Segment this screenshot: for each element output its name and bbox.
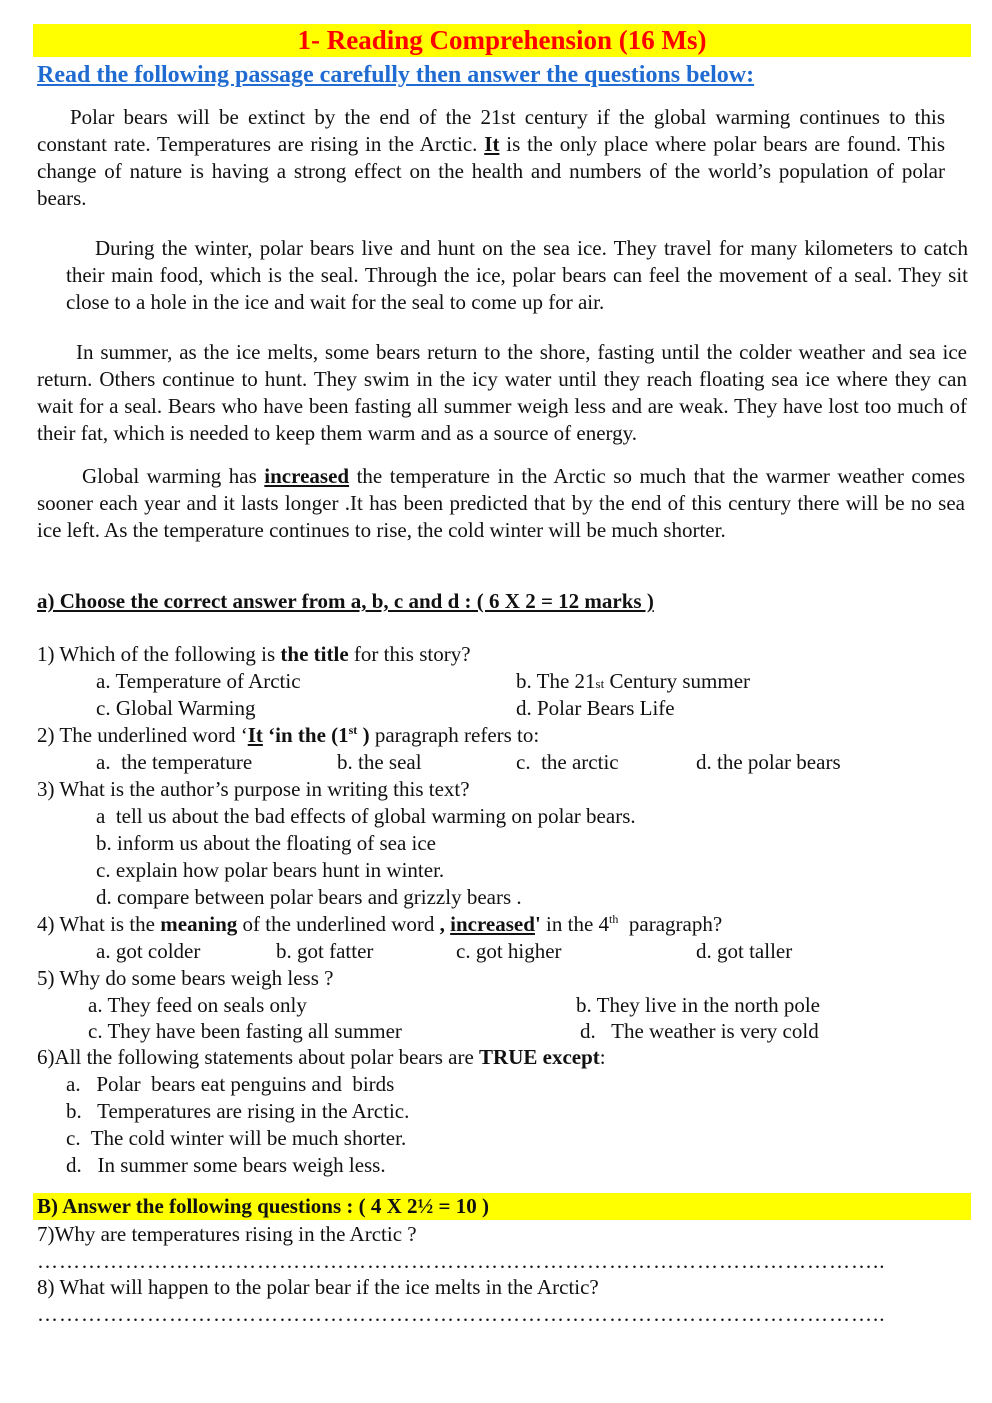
q1-option-a[interactable]: a. Temperature of Arctic [96, 669, 301, 693]
q3-option-a[interactable]: a tell us about the bad effects of global warming on polar bears. [96, 804, 636, 828]
q3-option-d[interactable]: d. compare between polar bears and grizzly bears . [96, 885, 522, 909]
q6-option-a[interactable]: a. Polar bears eat penguins and birds [66, 1072, 395, 1096]
q1-option-c[interactable]: c. Global Warming [96, 696, 256, 720]
q2-option-b[interactable]: b. the seal [337, 750, 422, 774]
passage-paragraph-1: Polar bears will be extinct by the end of the 21st century if the global warming continues to this constant rate. Temperatures are rising in the Arctic. It is the only place where polar bears are found. This change of nature is having a strong effect on the health and numbers of the world’s population of polar bears. [37, 105, 945, 210]
q6-option-d[interactable]: d. In summer some bears weigh less. [66, 1153, 386, 1177]
answer-line-8[interactable]: …………………………………………………………………………………………………….. [37, 1302, 886, 1326]
question-8: 8) What will happen to the polar bear if the ice melts in the Arctic? [37, 1275, 599, 1299]
q3-option-c[interactable]: c. explain how polar bears hunt in winter. [96, 858, 445, 882]
passage-paragraph-2: During the winter, polar bears live and hunt on the sea ice. They travel for many kilometers to catch their main food, which is the seal. Through the ice, polar bears can feel the movement of a seal. They sit close to a hole in the ice and wait for the seal to come up for air. [66, 236, 968, 314]
q3-option-b[interactable]: b. inform us about the floating of sea ice [96, 831, 436, 855]
instruction-heading: Read the following passage carefully then answer the questions below: [37, 62, 755, 88]
q6-option-c[interactable]: c. The cold winter will be much shorter. [66, 1126, 407, 1150]
q2-option-d[interactable]: d. the polar bears [696, 750, 841, 774]
q4-option-d[interactable]: d. got taller [696, 939, 793, 963]
passage-paragraph-3: In summer, as the ice melts, some bears return to the shore, fasting until the colder weather and sea ice return. Others continue to hunt. They swim in the icy water until they reach floating sea ice where they can wait for a seal. Bears who have been fasting all summer weigh less and are weak. They have lost too much of their fat, which is needed to keep them warm and as a source of energy. [37, 340, 967, 445]
q5-option-b[interactable]: b. They live in the north pole [576, 993, 820, 1017]
q1-option-b[interactable]: b. The 21st Century summer [516, 669, 751, 693]
q6-option-b[interactable]: b. Temperatures are rising in the Arctic. [66, 1099, 410, 1123]
q4-option-c[interactable]: c. got higher [456, 939, 562, 963]
q5-option-a[interactable]: a. They feed on seals only [88, 993, 307, 1017]
question-5: 5) Why do some bears weigh less ? [37, 966, 334, 990]
question-6: 6)All the following statements about polar bears are TRUE except: [37, 1045, 606, 1069]
question-4: 4) What is the meaning of the underlined word , increased' in the 4th paragraph? [37, 912, 723, 936]
question-1: 1) Which of the following is the title for this story? [37, 642, 471, 666]
section-b-heading: B) Answer the following questions : ( 4 X 2½ = 10 ) [33, 1193, 971, 1220]
answer-line-7[interactable]: …………………………………………………………………………………………………….. [37, 1249, 886, 1273]
q4-option-b[interactable]: b. got fatter [276, 939, 374, 963]
section-title-banner: 1- Reading Comprehension (16 Ms) [33, 24, 971, 57]
q2-option-c[interactable]: c. the arctic [516, 750, 619, 774]
q5-option-c[interactable]: c. They have been fasting all summer [88, 1019, 402, 1043]
q5-option-d[interactable]: d. The weather is very cold [580, 1019, 819, 1043]
question-7: 7)Why are temperatures rising in the Arctic ? [37, 1222, 417, 1246]
underlined-word-increased: increased [264, 464, 350, 488]
section-a-heading: a) Choose the correct answer from a, b, c and d : ( 6 X 2 = 12 marks ) [37, 589, 654, 613]
underlined-word-it: It [484, 132, 500, 156]
question-2: 2) The underlined word ‘It ‘in the (1st ) paragraph refers to: [37, 723, 540, 747]
q1-option-d[interactable]: d. Polar Bears Life [516, 696, 675, 720]
passage-paragraph-4: Global warming has increased the temperature in the Arctic so much that the warmer weather comes sooner each year and it lasts longer .It has been predicted that by the end of this century there will be no sea ice left. As the temperature continues to rise, the cold winter will be much shorter. [37, 464, 965, 542]
q2-option-a[interactable]: a. the temperature [96, 750, 253, 774]
q4-option-a[interactable]: a. got colder [96, 939, 201, 963]
question-3: 3) What is the author’s purpose in writing this text? [37, 777, 470, 801]
